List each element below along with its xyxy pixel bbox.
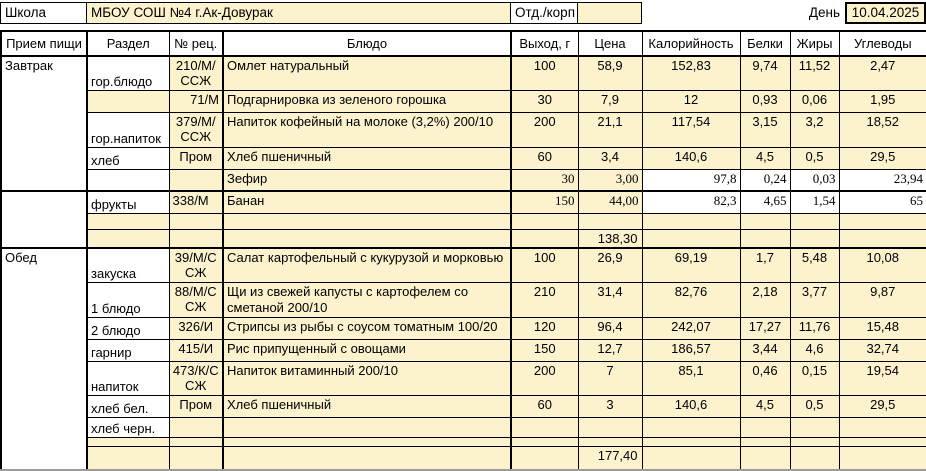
table-row bbox=[1, 283, 926, 318]
vyhod-cell[interactable]: 200 bbox=[511, 112, 578, 147]
price-cell[interactable]: 177,40 bbox=[578, 447, 642, 470]
rec-cell[interactable]: 379/М/ССЖ bbox=[169, 112, 223, 147]
meal-section-cell[interactable]: Обед bbox=[1, 248, 87, 470]
carb-cell[interactable]: 10,08 bbox=[839, 248, 926, 283]
dish-cell[interactable]: Подгарнировка из зеленого горошка bbox=[223, 90, 511, 112]
razdel-cell[interactable]: 1 блюдо bbox=[87, 283, 169, 318]
razdel-cell[interactable] bbox=[87, 213, 169, 229]
table-row bbox=[1, 112, 926, 147]
razdel-cell[interactable] bbox=[87, 447, 169, 470]
kcal-cell[interactable]: 97,8 bbox=[642, 169, 740, 191]
razdel-cell[interactable]: гор.блюдо bbox=[87, 56, 169, 90]
table-row bbox=[1, 56, 926, 90]
vyhod-cell[interactable]: 210 bbox=[511, 283, 578, 318]
fat-cell[interactable] bbox=[790, 229, 839, 248]
price-cell[interactable]: 7 bbox=[578, 362, 642, 396]
protein-cell[interactable]: 4,5 bbox=[740, 147, 790, 169]
dish-cell[interactable]: Напиток кофейный на молоке (3,2%) 200/10 bbox=[223, 112, 511, 147]
column-header-meal[interactable]: Прием пищи bbox=[1, 31, 87, 56]
rec-cell[interactable]: Пром bbox=[169, 396, 223, 418]
kcal-cell[interactable] bbox=[642, 447, 740, 470]
rec-cell[interactable]: 88/М/ССЖ bbox=[169, 283, 223, 318]
carb-cell[interactable] bbox=[839, 229, 926, 248]
vyhod-cell[interactable]: 100 bbox=[511, 248, 578, 283]
fat-cell[interactable]: 0,15 bbox=[790, 362, 839, 396]
rec-cell[interactable] bbox=[169, 418, 223, 438]
vyhod-cell[interactable] bbox=[511, 418, 578, 438]
protein-cell[interactable] bbox=[740, 447, 790, 470]
rec-cell[interactable]: 210/М/ССЖ bbox=[169, 56, 223, 90]
protein-cell[interactable]: 0,24 bbox=[740, 169, 790, 191]
protein-cell[interactable]: 17,27 bbox=[740, 318, 790, 340]
kcal-cell[interactable] bbox=[642, 418, 740, 438]
dish-cell[interactable]: Рис припущенный с овощами bbox=[223, 340, 511, 362]
meal-section-cell[interactable] bbox=[1, 191, 87, 248]
dish-cell[interactable] bbox=[223, 229, 511, 248]
table-row bbox=[1, 362, 926, 396]
day-label-cell[interactable]: День bbox=[808, 5, 840, 20]
protein-cell[interactable]: 3,15 bbox=[740, 112, 790, 147]
price-cell[interactable]: 26,9 bbox=[578, 248, 642, 283]
dish-cell[interactable] bbox=[223, 418, 511, 438]
razdel-cell[interactable]: напиток bbox=[87, 362, 169, 396]
carb-cell[interactable]: 29,5 bbox=[839, 396, 926, 418]
school-value-cell[interactable]: МБОУ СОШ №4 г.Ак-Довурак bbox=[86, 2, 511, 24]
price-cell[interactable]: 58,9 bbox=[578, 56, 642, 90]
column-header-razdel[interactable]: Раздел bbox=[87, 31, 169, 56]
carb-cell[interactable]: 29,5 bbox=[839, 147, 926, 169]
fat-cell[interactable]: 0,5 bbox=[790, 396, 839, 418]
rec-cell[interactable]: 71/М bbox=[169, 90, 223, 112]
protein-cell[interactable]: 0,93 bbox=[740, 90, 790, 112]
rec-cell[interactable]: Пром bbox=[169, 147, 223, 169]
razdel-cell[interactable] bbox=[87, 169, 169, 191]
column-header-protein[interactable]: Белки bbox=[740, 31, 790, 56]
fat-cell[interactable]: 3,2 bbox=[790, 112, 839, 147]
meal-section-cell[interactable]: Завтрак bbox=[1, 56, 87, 191]
razdel-cell[interactable]: 2 блюдо bbox=[87, 318, 169, 340]
protein-cell[interactable]: 9,74 bbox=[740, 56, 790, 90]
kcal-cell[interactable]: 69,19 bbox=[642, 248, 740, 283]
vyhod-cell[interactable] bbox=[511, 229, 578, 248]
protein-cell[interactable]: 2,18 bbox=[740, 283, 790, 318]
table-row bbox=[1, 438, 926, 447]
table-row bbox=[1, 229, 926, 248]
fat-cell[interactable]: 0,06 bbox=[790, 90, 839, 112]
dept-label-cell[interactable]: Отд./корп bbox=[510, 2, 578, 24]
price-cell[interactable] bbox=[578, 418, 642, 438]
dish-cell[interactable] bbox=[223, 438, 511, 447]
carb-cell[interactable] bbox=[839, 418, 926, 438]
dish-cell[interactable] bbox=[223, 213, 511, 229]
vyhod-cell[interactable]: 60 bbox=[511, 147, 578, 169]
kcal-cell[interactable]: 140,6 bbox=[642, 396, 740, 418]
protein-cell[interactable]: 4,5 bbox=[740, 396, 790, 418]
carb-cell[interactable]: 23,94 bbox=[839, 169, 926, 191]
fat-cell[interactable]: 5,48 bbox=[790, 248, 839, 283]
kcal-cell[interactable]: 117,54 bbox=[642, 112, 740, 147]
vyhod-cell[interactable]: 120 bbox=[511, 318, 578, 340]
dish-cell[interactable]: Хлеб пшеничный bbox=[223, 147, 511, 169]
vyhod-cell[interactable] bbox=[511, 213, 578, 229]
table-row bbox=[1, 318, 926, 340]
vyhod-cell[interactable]: 150 bbox=[511, 191, 578, 213]
fat-cell[interactable]: 0,03 bbox=[790, 169, 839, 191]
fat-cell[interactable]: 1,54 bbox=[790, 191, 839, 213]
rec-cell[interactable]: 39/М/ССЖ bbox=[169, 248, 223, 283]
menu-table-header bbox=[1, 31, 926, 56]
header-row bbox=[1, 31, 926, 56]
protein-cell[interactable] bbox=[740, 418, 790, 438]
rec-cell[interactable]: 326/И bbox=[169, 318, 223, 340]
table-row bbox=[1, 396, 926, 418]
table-row bbox=[1, 248, 926, 283]
protein-cell[interactable]: 1,7 bbox=[740, 248, 790, 283]
razdel-cell[interactable]: фрукты bbox=[87, 191, 169, 213]
rec-cell[interactable] bbox=[169, 447, 223, 470]
dish-cell[interactable]: Хлеб пшеничный bbox=[223, 396, 511, 418]
carb-cell[interactable] bbox=[839, 438, 926, 447]
fat-cell[interactable]: 11,76 bbox=[790, 318, 839, 340]
dish-cell[interactable]: Зефир bbox=[223, 169, 511, 191]
dish-cell[interactable] bbox=[223, 447, 511, 470]
fat-cell[interactable] bbox=[790, 213, 839, 229]
school-label-cell[interactable]: Школа bbox=[0, 2, 87, 24]
razdel-cell[interactable]: гарнир bbox=[87, 340, 169, 362]
fat-cell[interactable] bbox=[790, 438, 839, 447]
protein-cell[interactable] bbox=[740, 438, 790, 447]
column-header-carb[interactable]: Углеводы bbox=[839, 31, 926, 56]
carb-cell[interactable] bbox=[839, 447, 926, 470]
carb-cell[interactable] bbox=[839, 213, 926, 229]
column-header-fat[interactable]: Жиры bbox=[790, 31, 839, 56]
price-cell[interactable]: 96,4 bbox=[578, 318, 642, 340]
vyhod-cell[interactable]: 200 bbox=[511, 362, 578, 396]
dish-cell[interactable]: Напиток витаминный 200/10 bbox=[223, 362, 511, 396]
dish-cell[interactable]: Банан bbox=[223, 191, 511, 213]
razdel-cell[interactable]: хлеб бел. bbox=[87, 396, 169, 418]
price-cell[interactable]: 7,9 bbox=[578, 90, 642, 112]
price-cell[interactable]: 12,7 bbox=[578, 340, 642, 362]
razdel-cell[interactable] bbox=[87, 90, 169, 112]
price-cell[interactable]: 3 bbox=[578, 396, 642, 418]
table-row bbox=[1, 447, 926, 470]
vyhod-cell[interactable] bbox=[511, 447, 578, 470]
price-cell[interactable]: 3,00 bbox=[578, 169, 642, 191]
table-row bbox=[1, 90, 926, 112]
kcal-cell[interactable]: 82,76 bbox=[642, 283, 740, 318]
kcal-cell[interactable]: 82,3 bbox=[642, 191, 740, 213]
carb-cell[interactable]: 9,87 bbox=[839, 283, 926, 318]
price-cell[interactable]: 21,1 bbox=[578, 112, 642, 147]
table-row bbox=[1, 340, 926, 362]
table-row bbox=[1, 147, 926, 169]
razdel-cell[interactable]: закуска bbox=[87, 248, 169, 283]
fat-cell[interactable]: 4,6 bbox=[790, 340, 839, 362]
table-row bbox=[1, 418, 926, 438]
rec-cell[interactable]: 473/К/ССЖ bbox=[169, 362, 223, 396]
kcal-cell[interactable]: 85,1 bbox=[642, 362, 740, 396]
kcal-cell[interactable]: 152,83 bbox=[642, 56, 740, 90]
dept-value-cell[interactable] bbox=[577, 2, 642, 24]
fat-cell[interactable]: 11,52 bbox=[790, 56, 839, 90]
column-header-kcal[interactable]: Калорийность bbox=[642, 31, 740, 56]
fat-cell[interactable]: 0,5 bbox=[790, 147, 839, 169]
kcal-cell[interactable]: 12 bbox=[642, 90, 740, 112]
carb-cell[interactable]: 15,48 bbox=[839, 318, 926, 340]
rec-cell[interactable]: 338/М bbox=[169, 191, 223, 213]
kcal-cell[interactable] bbox=[642, 438, 740, 447]
dish-cell[interactable]: Салат картофельный с кукурузой и морковью bbox=[223, 248, 511, 283]
price-cell[interactable]: 138,30 bbox=[578, 229, 642, 248]
razdel-cell[interactable]: хлеб bbox=[87, 147, 169, 169]
vyhod-cell[interactable]: 60 bbox=[511, 396, 578, 418]
price-cell[interactable]: 44,00 bbox=[578, 191, 642, 213]
rec-cell[interactable] bbox=[169, 169, 223, 191]
column-header-rec[interactable]: № рец. bbox=[169, 31, 223, 56]
table-row bbox=[1, 191, 926, 213]
razdel-cell[interactable] bbox=[87, 229, 169, 248]
razdel-cell[interactable]: хлеб черн. bbox=[87, 418, 169, 438]
kcal-cell[interactable] bbox=[642, 229, 740, 248]
menu-table bbox=[0, 30, 926, 471]
vyhod-cell[interactable] bbox=[511, 438, 578, 447]
kcal-cell[interactable]: 140,6 bbox=[642, 147, 740, 169]
menu-table-body bbox=[1, 56, 926, 470]
protein-cell[interactable] bbox=[740, 213, 790, 229]
carb-cell[interactable]: 1,95 bbox=[839, 90, 926, 112]
fat-cell[interactable] bbox=[790, 447, 839, 470]
dish-cell[interactable]: Стрипсы из рыбы с соусом томатным 100/20 bbox=[223, 318, 511, 340]
fat-cell[interactable]: 3,77 bbox=[790, 283, 839, 318]
carb-cell[interactable]: 2,47 bbox=[839, 56, 926, 90]
price-cell[interactable] bbox=[578, 438, 642, 447]
vyhod-cell[interactable]: 30 bbox=[511, 90, 578, 112]
carb-cell[interactable]: 32,74 bbox=[839, 340, 926, 362]
table-row bbox=[1, 169, 926, 191]
column-header-price[interactable]: Цена bbox=[578, 31, 642, 56]
fat-cell[interactable] bbox=[790, 418, 839, 438]
vyhod-cell[interactable]: 150 bbox=[511, 340, 578, 362]
vyhod-cell[interactable]: 100 bbox=[511, 56, 578, 90]
rec-cell[interactable]: 415/И bbox=[169, 340, 223, 362]
price-cell[interactable]: 31,4 bbox=[578, 283, 642, 318]
day-value-cell[interactable]: 10.04.2025 bbox=[845, 2, 926, 24]
protein-cell[interactable]: 0,46 bbox=[740, 362, 790, 396]
carb-cell[interactable]: 65 bbox=[839, 191, 926, 213]
razdel-cell[interactable]: гор.напиток bbox=[87, 112, 169, 147]
carb-cell[interactable]: 18,52 bbox=[839, 112, 926, 147]
kcal-cell[interactable]: 186,57 bbox=[642, 340, 740, 362]
table-row bbox=[1, 213, 926, 229]
carb-cell[interactable]: 19,54 bbox=[839, 362, 926, 396]
protein-cell[interactable]: 4,65 bbox=[740, 191, 790, 213]
vyhod-cell[interactable]: 30 bbox=[511, 169, 578, 191]
column-header-dish[interactable]: Блюдо bbox=[223, 31, 511, 56]
price-cell[interactable] bbox=[578, 213, 642, 229]
kcal-cell[interactable] bbox=[642, 213, 740, 229]
rec-cell[interactable] bbox=[169, 229, 223, 248]
rec-cell[interactable] bbox=[169, 438, 223, 447]
kcal-cell[interactable]: 242,07 bbox=[642, 318, 740, 340]
price-cell[interactable]: 3,4 bbox=[578, 147, 642, 169]
razdel-cell[interactable] bbox=[87, 438, 169, 447]
protein-cell[interactable]: 3,44 bbox=[740, 340, 790, 362]
dish-cell[interactable]: Омлет натуральный bbox=[223, 56, 511, 90]
rec-cell[interactable] bbox=[169, 213, 223, 229]
protein-cell[interactable] bbox=[740, 229, 790, 248]
column-header-out[interactable]: Выход, г bbox=[511, 31, 578, 56]
dish-cell[interactable]: Щи из свежей капусты с картофелем со сметаной 200/10 bbox=[223, 283, 511, 318]
